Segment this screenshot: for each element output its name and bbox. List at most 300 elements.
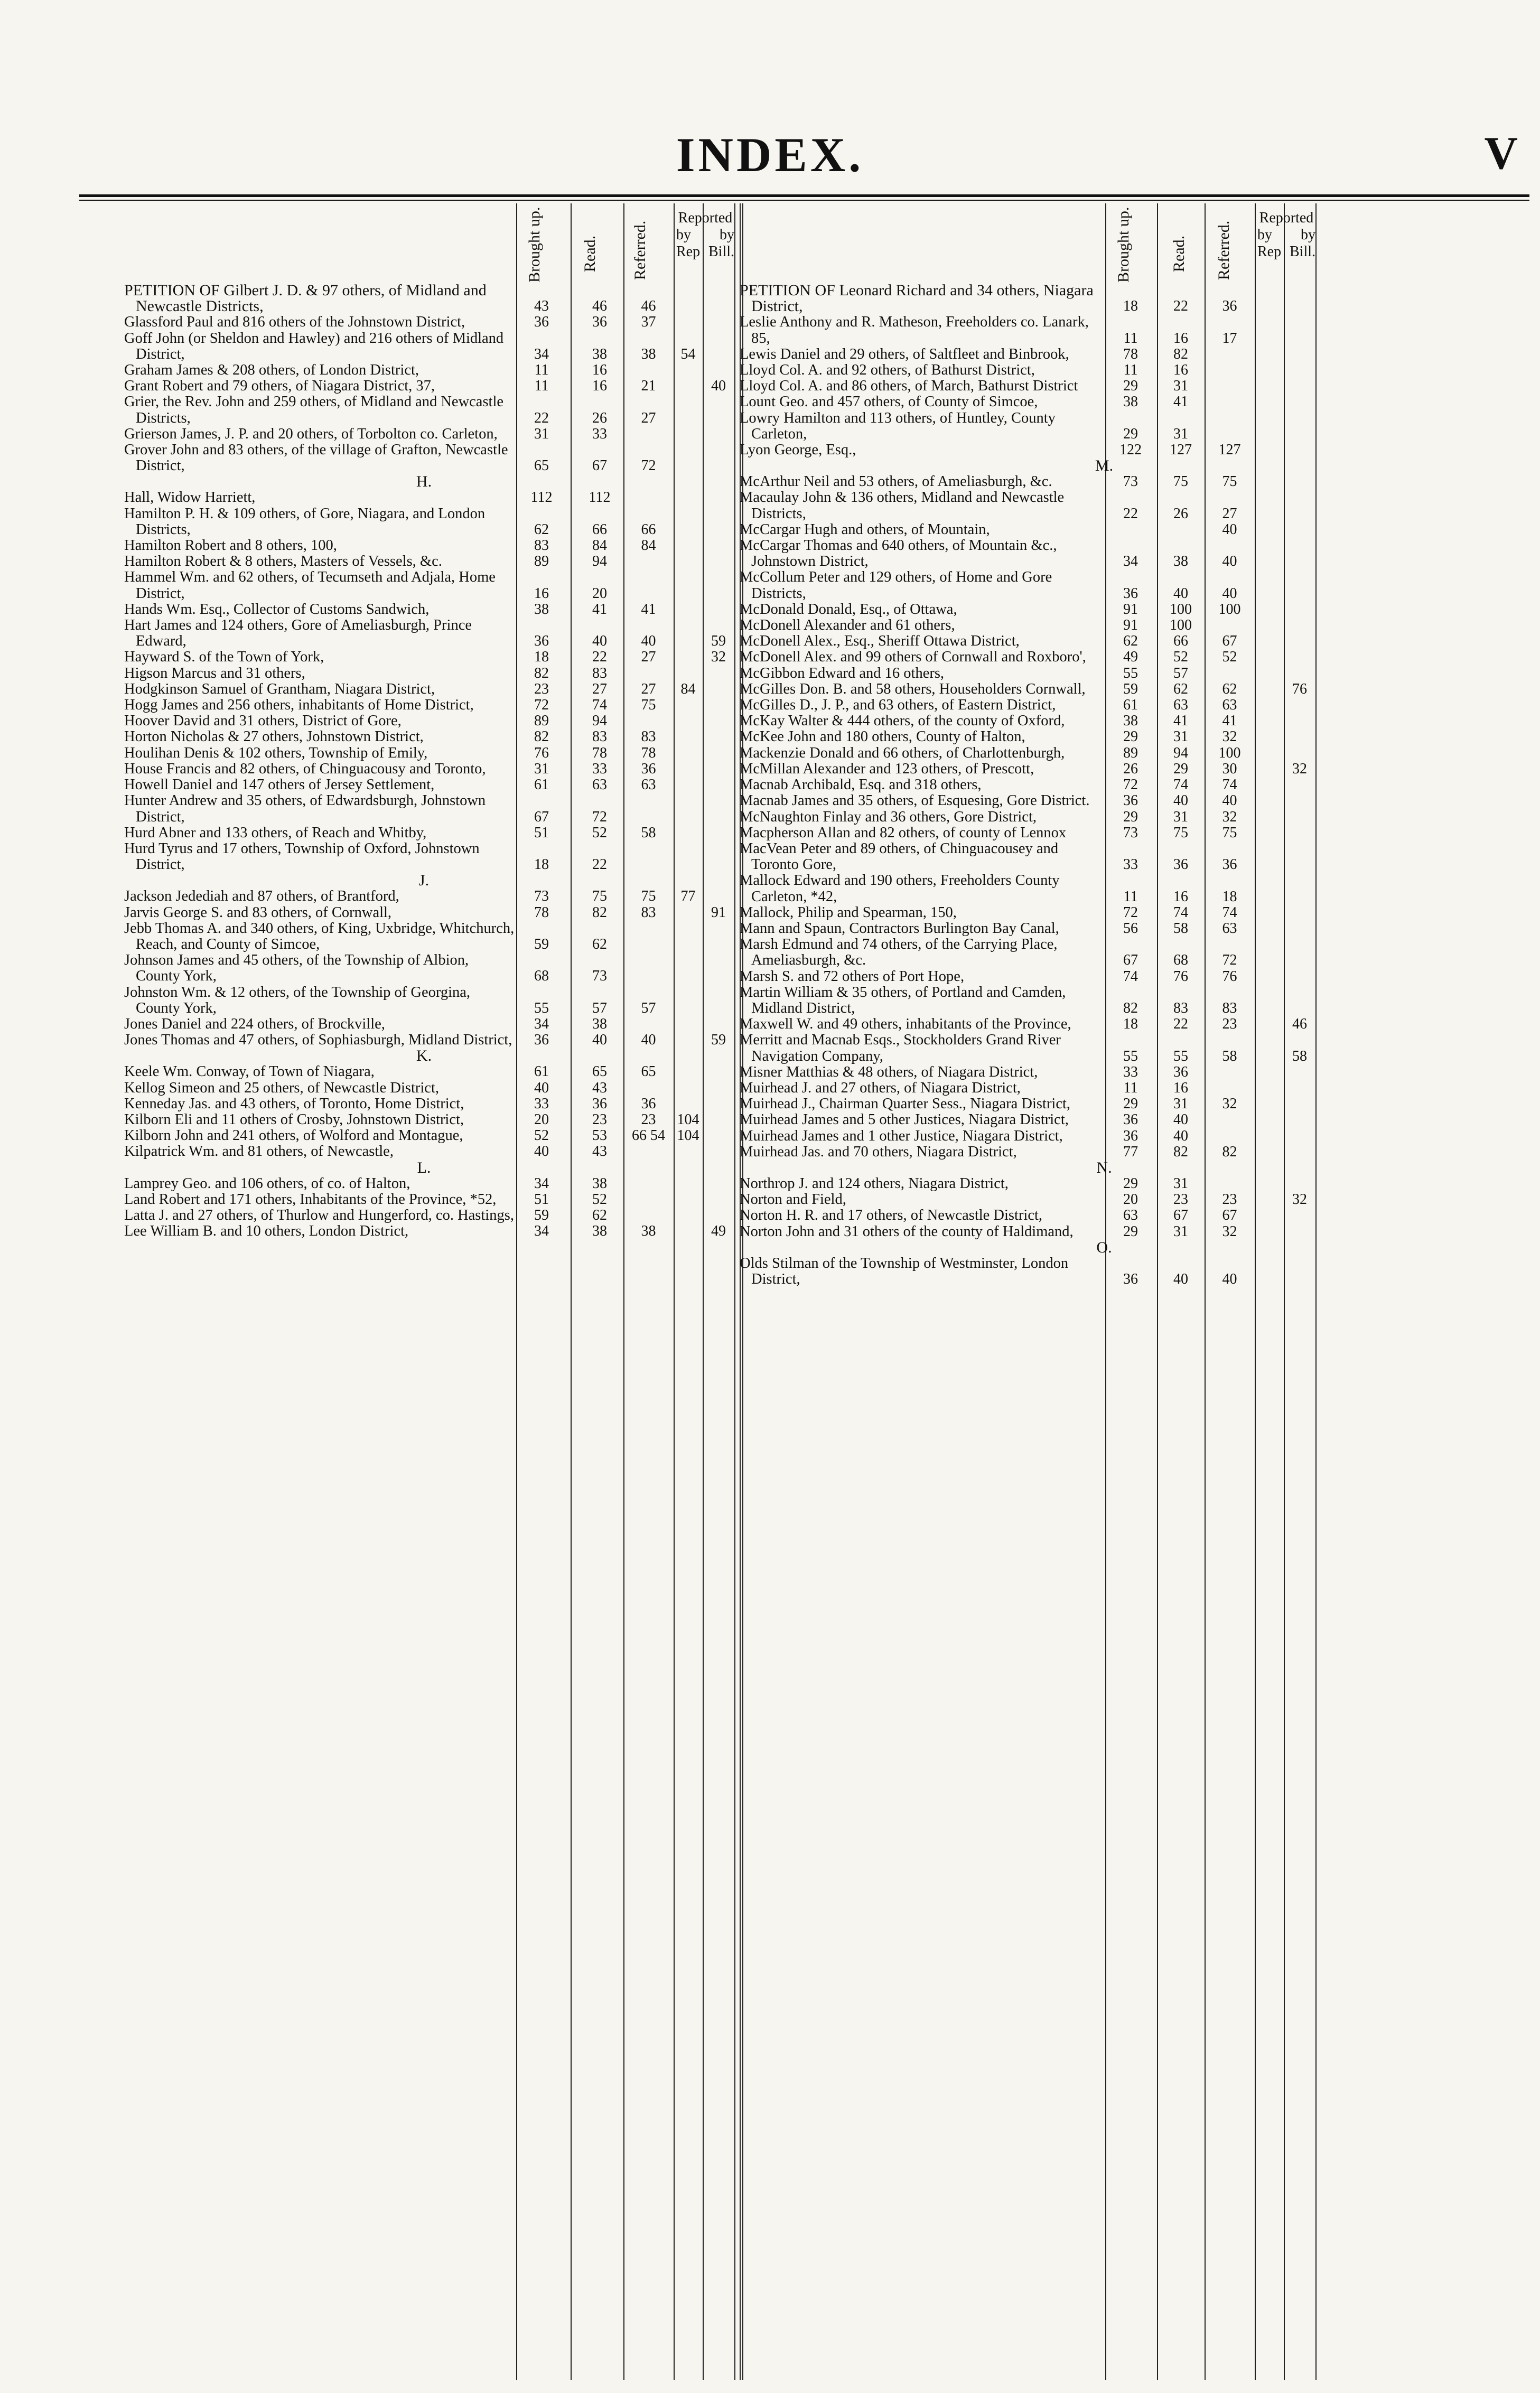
entry-text: Kenneday Jas. and 43 others, of Toronto, Home District, xyxy=(124,1095,464,1112)
brought-up-value: 73 xyxy=(1123,824,1138,841)
read-value: 31 xyxy=(1173,425,1188,442)
entry-text: Hammel Wm. and 62 others, of Tecumseth and Adjala, Home District, xyxy=(124,569,496,602)
index-entry xyxy=(124,569,724,601)
read-value: 40 xyxy=(1173,1127,1188,1144)
entry-text: Muirhead Jas. and 70 others, Niagara District, xyxy=(740,1143,1017,1160)
brought-up-value: 38 xyxy=(1123,713,1138,730)
entry-text: Johnston Wm. & 12 others, of the Township of Georgina, County York, xyxy=(124,984,471,1016)
index-entry xyxy=(740,633,1469,649)
referred-value: 38 xyxy=(641,1223,656,1240)
entry-text: Keele Wm. Conway, of Town of Niagara, xyxy=(124,1063,375,1080)
index-entry xyxy=(124,793,724,825)
referred-value: 27 xyxy=(1222,505,1237,522)
brought-up-value: 62 xyxy=(534,521,549,538)
reported-rep-value: 104 xyxy=(677,1127,699,1144)
read-value: 22 xyxy=(592,856,607,873)
entry-text: Jones Thomas and 47 others, of Sophiasburgh, Midland District, xyxy=(124,1032,512,1049)
entry-text: Hamilton Robert & 8 others, Masters of Vessels, &c. xyxy=(124,553,442,570)
brought-up-value: 61 xyxy=(1123,697,1138,714)
read-value: 33 xyxy=(592,760,607,777)
entry-text: Horton Nicholas & 27 others, Johnstown District, xyxy=(124,728,424,745)
read-value: 29 xyxy=(1173,760,1188,777)
entry-text: Hamilton P. H. & 109 others, of Gore, Niagara, and London Districts, xyxy=(124,505,486,538)
read-value: 36 xyxy=(1173,1063,1188,1080)
brought-up-value: 31 xyxy=(534,760,549,777)
brought-up-value: 65 xyxy=(534,457,549,474)
entry-text: Muirhead James and 5 other Justices, Niagara District, xyxy=(740,1111,1069,1128)
entry-text: PETITION OF Leonard Richard and 34 others, Niagara District, xyxy=(740,282,1094,315)
index-entry xyxy=(124,1176,724,1192)
header-reported xyxy=(1257,210,1315,260)
referred-value: 46 xyxy=(641,298,656,315)
brought-up-value: 43 xyxy=(534,298,549,315)
entry-text: Macnab Archibald, Esq. and 318 others, xyxy=(740,777,982,793)
index-entry xyxy=(124,825,724,841)
read-value: 20 xyxy=(592,585,607,602)
brought-up-value: 52 xyxy=(534,1127,549,1144)
index-entry xyxy=(740,347,1469,362)
brought-up-value: 40 xyxy=(534,1143,549,1160)
entry-text: Muirhead J. and 27 others, of Niagara District, xyxy=(740,1079,1021,1096)
entry-text: House Francis and 82 others, of Chinguacousy and Toronto, xyxy=(124,760,486,777)
by-label: by xyxy=(1257,227,1272,243)
index-entry xyxy=(740,1256,1469,1287)
brought-up-value: 51 xyxy=(534,824,549,841)
index-entry xyxy=(740,602,1469,618)
brought-up-value: 29 xyxy=(1123,425,1138,442)
index-entry xyxy=(740,666,1469,681)
reported-rep-value: 77 xyxy=(680,888,696,905)
read-value: 16 xyxy=(592,362,607,379)
read-value: 74 xyxy=(1173,777,1188,793)
entry-text: Mallock, Philip and Spearman, 150, xyxy=(740,904,957,921)
entry-text: Jones Daniel and 224 others, of Brockville, xyxy=(124,1015,385,1032)
section-letter: K. xyxy=(416,1047,432,1065)
entry-text: Misner Matthias & 48 others, of Niagara District, xyxy=(740,1063,1038,1080)
header-read: Read. xyxy=(1170,235,1188,272)
index-entry xyxy=(124,602,724,618)
read-value: 16 xyxy=(1173,1079,1188,1096)
brought-up-value: 63 xyxy=(1123,1207,1138,1224)
index-entry xyxy=(740,1080,1469,1096)
read-value: 26 xyxy=(592,409,607,426)
referred-value: 83 xyxy=(641,904,656,921)
entry-text: McKee John and 180 others, County of Halton, xyxy=(740,728,1025,745)
index-entry xyxy=(740,442,1469,458)
read-value: 41 xyxy=(592,601,607,618)
brought-up-value: 73 xyxy=(534,888,549,905)
read-value: 94 xyxy=(592,713,607,730)
entry-text: Hands Wm. Esq., Collector of Customs Sandwich, xyxy=(124,601,430,618)
brought-up-value: 55 xyxy=(1123,665,1138,681)
entry-text: Latta J. and 27 others, of Thurlow and Hungerford, co. Hastings, xyxy=(124,1207,514,1223)
entry-text: Norton H. R. and 17 others, of Newcastle District, xyxy=(740,1207,1043,1224)
index-entry xyxy=(124,283,724,314)
section-letter: O. xyxy=(1096,1238,1112,1256)
index-entry xyxy=(740,825,1469,841)
brought-up-value: 36 xyxy=(1123,792,1138,809)
index-entry xyxy=(740,937,1469,968)
index-entry xyxy=(124,1064,724,1080)
read-value: 76 xyxy=(1173,968,1188,985)
read-value: 127 xyxy=(1170,442,1192,459)
read-value: 40 xyxy=(592,1032,607,1049)
index-entry xyxy=(740,569,1469,601)
right-index-entries xyxy=(740,283,1469,1287)
index-entry xyxy=(740,777,1469,793)
referred-value: 75 xyxy=(641,697,656,714)
brought-up-value: 89 xyxy=(1123,744,1138,761)
read-value: 63 xyxy=(1173,697,1188,714)
entry-text: McArthur Neil and 53 others, of Ameliasburgh, &c. xyxy=(740,473,1052,490)
referred-value: 40 xyxy=(641,1032,656,1049)
brought-up-value: 20 xyxy=(534,1111,549,1128)
brought-up-value: 73 xyxy=(1123,473,1138,490)
index-entry xyxy=(740,729,1469,745)
read-value: 40 xyxy=(1173,1270,1188,1287)
section-letter: M. xyxy=(1095,457,1114,475)
entry-text: McKay Walter & 444 others, of the county of Oxford, xyxy=(740,713,1065,730)
brought-up-value: 11 xyxy=(1123,888,1138,905)
referred-value: 63 xyxy=(1222,920,1237,937)
entry-text: McGibbon Edward and 16 others, xyxy=(740,665,945,681)
brought-up-value: 29 xyxy=(1123,1175,1138,1192)
entry-text: Mallock Edward and 190 others, Freeholders County Carleton, *42, xyxy=(740,872,1060,905)
entry-text: Hurd Abner and 133 others, of Reach and Whitby, xyxy=(124,824,427,841)
index-entry xyxy=(124,1016,724,1032)
entry-text: McDonell Alexander and 61 others, xyxy=(740,617,955,634)
referred-value: 66 54 xyxy=(632,1127,665,1144)
rep-label: Rep xyxy=(1257,244,1282,260)
read-value: 23 xyxy=(592,1111,607,1128)
reported-label: Reported xyxy=(678,210,733,226)
index-entry xyxy=(124,761,724,777)
entry-text: Maxwell W. and 49 others, inhabitants of the Province, xyxy=(740,1016,1071,1033)
page-header xyxy=(0,127,1540,190)
brought-up-value: 76 xyxy=(534,744,549,761)
read-value: 36 xyxy=(1173,856,1188,873)
section-letter: H. xyxy=(416,473,432,491)
brought-up-value: 91 xyxy=(1123,601,1138,618)
referred-value: 32 xyxy=(1222,1223,1237,1240)
index-entry xyxy=(124,905,724,921)
by-label: by xyxy=(1301,227,1315,243)
index-entry xyxy=(124,618,724,649)
index-entry xyxy=(124,921,724,952)
referred-value: 63 xyxy=(641,777,656,793)
index-entry xyxy=(740,283,1469,314)
index-entry xyxy=(740,410,1469,442)
index-entry xyxy=(740,681,1469,697)
referred-value: 23 xyxy=(641,1111,656,1128)
referred-value: 40 xyxy=(1222,792,1237,809)
read-value: 16 xyxy=(1173,888,1188,905)
entry-text: Houlihan Denis & 102 others, Township of Emily, xyxy=(124,744,428,761)
index-entry xyxy=(740,921,1469,937)
index-entry xyxy=(124,314,724,330)
brought-up-value: 72 xyxy=(534,697,549,714)
entry-text: McDonald Donald, Esq., of Ottawa, xyxy=(740,601,957,618)
by-label: by xyxy=(676,227,691,243)
read-value: 83 xyxy=(592,665,607,681)
read-value: 66 xyxy=(592,521,607,538)
entry-text: Northrop J. and 124 others, Niagara District, xyxy=(740,1175,1009,1192)
read-value: 84 xyxy=(592,537,607,554)
index-entry xyxy=(740,1192,1469,1208)
brought-up-value: 51 xyxy=(534,1191,549,1208)
brought-up-value: 36 xyxy=(534,633,549,650)
read-value: 26 xyxy=(1173,505,1188,522)
entry-text: Grierson James, J. P. and 20 others, of Torbolton co. Carleton, xyxy=(124,425,498,442)
index-entry xyxy=(124,985,724,1016)
index-entry xyxy=(124,378,724,394)
read-value: 16 xyxy=(592,378,607,395)
read-value: 63 xyxy=(592,777,607,793)
index-entry xyxy=(124,362,724,378)
reported-bill-value: 59 xyxy=(711,633,726,650)
read-value: 68 xyxy=(1173,952,1188,969)
brought-up-value: 112 xyxy=(530,489,553,506)
reported-bill-value: 59 xyxy=(711,1032,726,1049)
referred-value: 74 xyxy=(1222,904,1237,921)
referred-value: 100 xyxy=(1218,744,1241,761)
index-entry xyxy=(740,713,1469,729)
referred-value: 17 xyxy=(1222,330,1237,347)
brought-up-value: 22 xyxy=(534,409,549,426)
entry-text: Macpherson Allan and 82 others, of county of Lennox xyxy=(740,824,1067,841)
brought-up-value: 11 xyxy=(534,378,549,395)
brought-up-value: 56 xyxy=(1123,920,1138,937)
entry-text: Leslie Anthony and R. Matheson, Freeholders co. Lanark, 85, xyxy=(740,314,1089,347)
section-letter: N. xyxy=(1096,1158,1112,1176)
brought-up-value: 67 xyxy=(1123,952,1138,969)
read-value: 75 xyxy=(1173,473,1188,490)
index-entry xyxy=(740,362,1469,378)
entry-text: Mackenzie Donald and 66 others, of Charlottenburgh, xyxy=(740,744,1065,761)
read-value: 74 xyxy=(1173,904,1188,921)
rep-label: Rep xyxy=(676,244,701,260)
brought-up-value: 67 xyxy=(534,808,549,825)
referred-value: 82 xyxy=(1222,1143,1237,1160)
read-value: 83 xyxy=(592,728,607,745)
index-entry xyxy=(740,905,1469,921)
brought-up-value: 61 xyxy=(534,1063,549,1080)
brought-up-value: 34 xyxy=(534,345,549,362)
read-value: 43 xyxy=(592,1143,607,1160)
brought-up-value: 36 xyxy=(1123,1127,1138,1144)
index-entry xyxy=(740,985,1469,1016)
entry-text: Kellog Simeon and 25 others, of Newcastle District, xyxy=(124,1079,439,1096)
read-value: 67 xyxy=(592,457,607,474)
referred-value: 75 xyxy=(641,888,656,905)
reported-bill-value: 32 xyxy=(711,649,726,666)
header-read: Read. xyxy=(581,235,599,272)
referred-value: 52 xyxy=(1222,649,1237,666)
brought-up-value: 29 xyxy=(1123,1223,1138,1240)
brought-up-value: 55 xyxy=(534,999,549,1016)
entry-text: Lewis Daniel and 29 others, of Saltfleet and Binbrook, xyxy=(740,345,1069,362)
entry-text: McCargar Thomas and 640 others, of Mountain &c., Johnstown District, xyxy=(740,537,1057,570)
header-rule-thin xyxy=(79,200,1529,201)
entry-text: PETITION OF Gilbert J. D. & 97 others, of Midland and Newcastle Districts, xyxy=(124,282,487,315)
index-entry xyxy=(740,649,1469,665)
section-letter: J. xyxy=(418,872,430,890)
entry-text: McDonell Alex. and 99 others of Cornwall and Roxboro', xyxy=(740,649,1086,666)
brought-up-value: 59 xyxy=(534,936,549,952)
referred-value: 75 xyxy=(1222,473,1237,490)
read-value: 38 xyxy=(592,1175,607,1192)
brought-up-value: 22 xyxy=(1123,505,1138,522)
referred-value: 36 xyxy=(641,1095,656,1112)
brought-up-value: 11 xyxy=(534,362,549,379)
read-value: 40 xyxy=(1173,1111,1188,1128)
read-value: 112 xyxy=(589,489,611,506)
entry-text: Lount Geo. and 457 others, of County of Simcoe, xyxy=(740,394,1038,410)
brought-up-value: 34 xyxy=(534,1175,549,1192)
index-entry xyxy=(124,889,724,904)
entry-text: Macnab James and 35 others, of Esquesing, Gore District. xyxy=(740,792,1090,809)
entry-text: Lee William B. and 10 others, London District, xyxy=(124,1223,409,1240)
referred-value: 83 xyxy=(1222,999,1237,1016)
by-label: by xyxy=(720,227,734,243)
brought-up-value: 11 xyxy=(1123,362,1138,379)
reported-rep-value: 84 xyxy=(680,680,696,697)
read-value: 38 xyxy=(1173,553,1188,570)
entry-text: Land Robert and 171 others, Inhabitants of the Province, *52, xyxy=(124,1191,497,1208)
brought-up-value: 82 xyxy=(534,665,549,681)
referred-value: 41 xyxy=(641,601,656,618)
index-entry xyxy=(124,666,724,681)
read-value: 62 xyxy=(1173,680,1188,697)
referred-value: 40 xyxy=(1222,553,1237,570)
read-value: 57 xyxy=(592,999,607,1016)
reported-bill-value: 58 xyxy=(1292,1048,1307,1064)
brought-up-value: 61 xyxy=(534,777,549,793)
index-entry xyxy=(740,1112,1469,1128)
brought-up-value: 78 xyxy=(534,904,549,921)
read-value: 82 xyxy=(1173,345,1188,362)
index-entry xyxy=(124,394,724,426)
entry-text: Olds Stilman of the Township of Westminster, London District, xyxy=(740,1255,1069,1287)
reported-rep-value: 104 xyxy=(677,1111,699,1128)
entry-text: Hoover David and 31 others, District of Gore, xyxy=(124,713,402,730)
brought-up-value: 62 xyxy=(1123,633,1138,650)
referred-value: 38 xyxy=(641,345,656,362)
read-value: 53 xyxy=(592,1127,607,1144)
entry-text: Hart James and 124 others, Gore of Ameliasburgh, Prince Edward, xyxy=(124,617,472,650)
index-entry xyxy=(740,1176,1469,1192)
referred-value: 23 xyxy=(1222,1191,1237,1208)
entry-text: Martin William & 35 others, of Portland and Camden, Midland District, xyxy=(740,984,1066,1016)
read-value: 52 xyxy=(592,824,607,841)
read-value: 75 xyxy=(1173,824,1188,841)
brought-up-value: 34 xyxy=(1123,553,1138,570)
brought-up-value: 29 xyxy=(1123,808,1138,825)
referred-value: 67 xyxy=(1222,1207,1237,1224)
index-entry xyxy=(740,1144,1469,1160)
brought-up-value: 36 xyxy=(1123,1270,1138,1287)
entry-text: Lowry Hamilton and 113 others, of Huntley, County Carleton, xyxy=(740,409,1056,442)
index-entry xyxy=(124,1208,724,1223)
read-value: 82 xyxy=(592,904,607,921)
brought-up-value: 16 xyxy=(534,585,549,602)
index-entry xyxy=(740,969,1469,985)
header-brought-up: Brought up. xyxy=(1115,207,1132,283)
read-value: 23 xyxy=(1173,1191,1188,1208)
entry-text: Grover John and 83 others, of the village of Grafton, Newcastle District, xyxy=(124,442,508,474)
brought-up-value: 55 xyxy=(1123,1048,1138,1064)
column-divider xyxy=(734,203,735,2380)
read-value: 31 xyxy=(1173,1096,1188,1113)
brought-up-value: 29 xyxy=(1123,1096,1138,1113)
entry-text: McGilles D., J. P., and 63 others, of Eastern District, xyxy=(740,697,1056,714)
entry-text: Lloyd Col. A. and 92 others, of Bathurst District, xyxy=(740,362,1035,379)
read-value: 57 xyxy=(1173,665,1188,681)
brought-up-value: 11 xyxy=(1123,1079,1138,1096)
referred-value: 63 xyxy=(1222,697,1237,714)
index-entry xyxy=(124,713,724,729)
read-value: 100 xyxy=(1170,617,1192,634)
referred-value: 40 xyxy=(1222,1270,1237,1287)
read-value: 94 xyxy=(592,553,607,570)
column-headers xyxy=(124,203,737,283)
index-entry xyxy=(740,490,1469,521)
brought-up-value: 83 xyxy=(534,537,549,554)
referred-value: 100 xyxy=(1218,601,1241,618)
reported-bill-value: 40 xyxy=(711,378,726,395)
brought-up-value: 18 xyxy=(534,649,549,666)
read-value: 52 xyxy=(1173,649,1188,666)
read-value: 40 xyxy=(1173,585,1188,602)
index-entry xyxy=(740,761,1469,777)
entry-text: McGilles Don. B. and 58 others, Householders Cornwall, xyxy=(740,680,1086,697)
referred-value: 41 xyxy=(1222,713,1237,730)
referred-value: 83 xyxy=(641,728,656,745)
entry-text: Muirhead J., Chairman Quarter Sess., Niagara District, xyxy=(740,1096,1071,1113)
left-column xyxy=(124,203,734,2380)
brought-up-value: 49 xyxy=(1123,649,1138,666)
read-value: 62 xyxy=(592,936,607,952)
read-value: 31 xyxy=(1173,1175,1188,1192)
read-value: 31 xyxy=(1173,378,1188,395)
entry-text: Macaulay John & 136 others, Midland and Newcastle Districts, xyxy=(740,489,1065,522)
read-value: 66 xyxy=(1173,633,1188,650)
referred-value: 27 xyxy=(641,649,656,666)
read-value: 82 xyxy=(1173,1143,1188,1160)
index-entry xyxy=(740,1016,1469,1032)
referred-value: 62 xyxy=(1222,680,1237,697)
referred-value: 84 xyxy=(641,537,656,554)
referred-value: 57 xyxy=(641,999,656,1016)
brought-up-value: 59 xyxy=(534,1207,549,1223)
read-value: 41 xyxy=(1173,394,1188,410)
entry-text: Hodgkinson Samuel of Grantham, Niagara District, xyxy=(124,680,435,697)
index-entry xyxy=(124,681,724,697)
referred-value: 76 xyxy=(1222,968,1237,985)
index-entry xyxy=(740,538,1469,569)
left-index-entries xyxy=(124,283,724,1239)
page-title: INDEX. xyxy=(676,128,864,182)
index-entry xyxy=(740,522,1469,538)
index-entry xyxy=(124,649,724,665)
header-brought-up: Brought up. xyxy=(526,207,543,283)
index-entry xyxy=(740,1224,1469,1240)
index-entry xyxy=(124,952,724,984)
entry-text: Merritt and Macnab Esqs., Stockholders Grand River Navigation Company, xyxy=(740,1032,1061,1064)
read-value: 74 xyxy=(592,697,607,714)
entry-text: MacVean Peter and 89 others, of Chinguacousey and Toronto Gore, xyxy=(740,840,1059,873)
entry-text: Howell Daniel and 147 others of Jersey Settlement, xyxy=(124,777,435,793)
